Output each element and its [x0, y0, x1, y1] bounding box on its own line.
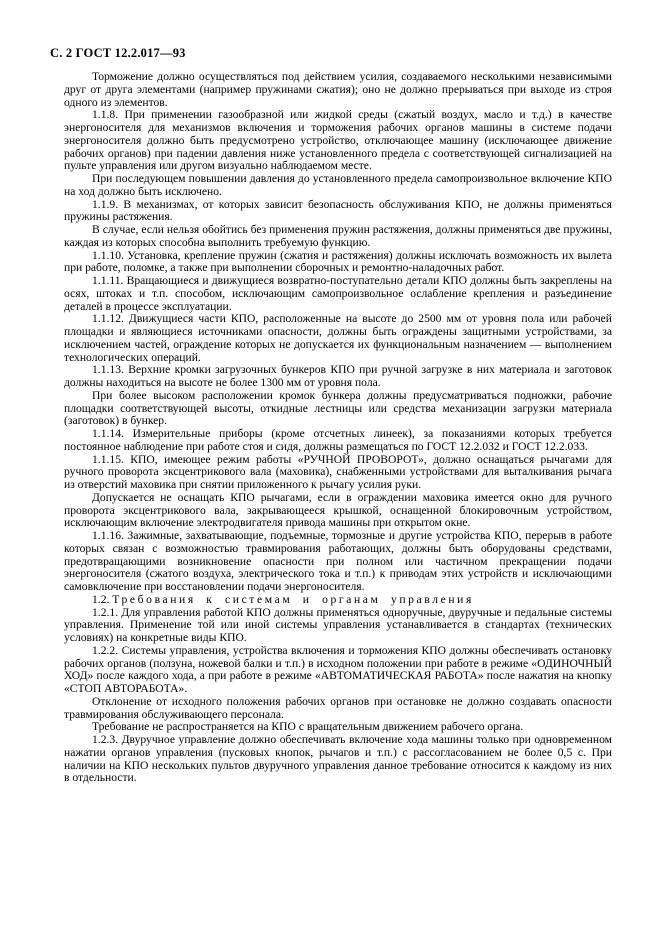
- paragraph: Требование не распространяется на КПО с вращательным движением рабочего органа.: [92, 720, 524, 734]
- paragraph: 1.1.14. Измерительные приборы (кроме отсчетных линеек), за показаниями которых требуется постоянное наблюдение при работе стоя и сидя, должны размещаться по ГОСТ 12.2.032 и ГОСТ 12.2.033.: [64, 427, 612, 453]
- page-header: С. 2 ГОСТ 12.2.017—93: [50, 46, 186, 60]
- paragraph: 1.2.3. Двуручное управление должно обеспечивать включение хода машины только при одновременном нажатии органов управления (пусковых кнопок, рычагов и т.п.) с рассогласованием не более 0,5 с. При наличии на КПО нескольких пультов двуручного управления данное требование относится к каждому из них в отдельности.: [64, 733, 612, 785]
- paragraph: 1.1.16. Зажимные, захватывающие, подъемные, тормозные и другие устройства КПО, перерыв в работе которых связан с возможностью травмирования работающих, должны быть оборудованы средствами, предотвращающими возникновение опасности при полном или частичном прекращении подачи энергоносителя (сжатого воздуха, электрического тока и т.п.) к приводам этих устройств и исключающими самовключение при восстановлении подачи энергоносителя.: [64, 529, 612, 593]
- paragraph: 1.1.13. Верхние кромки загрузочных бункеров КПО при ручной загрузке в них материала и заготовок должны находиться на высоте не более 1300 мм от уровня пола.: [64, 363, 612, 389]
- paragraph: Допускается не оснащать КПО рычагами, если в ограждении маховика имеется окно для ручного проворота эксцентрикового вала, закрывающееся крышкой, оснащенной блокировочным устройством, исключающим включение электродвигателя привода машины при открытом окне.: [64, 490, 612, 530]
- paragraph: При более высоком расположении кромок бункера должны предусматриваться подножки, рабочие площадки соответствующей высоты, откидные лестницы или средства механизации загрузки материала (заготовок) в бункер.: [64, 388, 612, 428]
- paragraph: Торможение должно осуществляться под действием усилия, создаваемого несколькими независимыми друг от друга элементами (например пружинами сжатия); оно не должно прерываться при выходе из строя одного из элементов.: [64, 70, 612, 109]
- paragraph: 1.1.11. Вращающиеся и движущиеся возвратно-поступательно детали КПО должны быть закреплены на осях, штоках и т.п. способом, исключающим самопроизвольное ослабление крепления и разъединение деталей в процессе эксплуатации.: [64, 274, 612, 313]
- paragraph: 1.1.12. Движущиеся части КПО, расположенные на высоте до 2500 мм от уровня пола или рабочей площадки и являющиеся источниками опасности, должны быть ограждены защитными устройствами, за исключением частей, ограждение которых не допускается их функциональным назначением — выполнением технологических операций.: [64, 312, 612, 364]
- paragraph: 1.2.2. Системы управления, устройства включения и торможения КПО должны обеспечивать остановку рабочих органов (ползуна, ножевой балки и т.п.) в исходном положении при работе в режиме «ОДИНОЧНЫЙ ХОД» после каждого хода, а при работе в режиме «АВТОМАТИЧЕСКАЯ РАБОТА» после нажатия на кнопку «СТОП АВТОРАБОТА».: [64, 643, 612, 695]
- paragraph: 1.1.10. Установка, крепление пружин (сжатия и растяжения) должны исключать возможность их вылета при работе, поломке, а также при выполнении сборочных и ремонтно-наладочных работ.: [64, 248, 612, 275]
- paragraph: 1.1.15. КПО, имеющее режим работы «РУЧНОЙ ПРОВОРОТ», должно оснащаться рычагами для ручного проворота эксцентрикового вала (маховика), снабженными устройствами для выталкивания рычага из отверстий маховика при снятии приложенного к рычагу усилия руки.: [64, 452, 612, 491]
- paragraph: В случае, если нельзя обойтись без применения пружин растяжения, должны применяться две пружины, каждая из которых способна выполнить требуемую функцию.: [64, 223, 612, 249]
- paragraph: Отклонение от исходного положения рабочих органов при остановке не должно создавать опасности травмирования обслуживающего персонала.: [64, 694, 612, 721]
- paragraph: 1.2.1. Для управления работой КПО должны применяться одноручные, двуручные и педальные системы управления. Применение той или иной системы управления устанавливается в стандартах (технических условиях) на конкретные виды КПО.: [64, 605, 612, 644]
- section-heading-number: 1.2.: [92, 592, 110, 606]
- section-heading-title: Требования к системам и органам управления: [112, 592, 474, 606]
- paragraph: 1.1.9. В механизмах, от которых зависит безопасность обслуживания КПО, не должны применяться пружины растяжения.: [64, 197, 612, 224]
- section-heading: [64, 594, 612, 607]
- paragraph: 1.1.8. При применении газообразной или жидкой среды (сжатый воздух, масло и т.д.) в качестве энергоносителя для механизмов включения и торможения рабочих органов машины в системе подачи энергоносителя должно быть предусмотрено устройство, отключающее машину (исключающее движение рабочих органов) при падении давления ниже установленного предела с соответствующей сигнализацией на пульте управления или другом визуально наблюдаемом месте.: [64, 108, 612, 173]
- paragraph: При последующем повышении давления до установленного предела самопроизвольное включение КПО на ход должно быть исключено.: [64, 172, 612, 198]
- document-text-block: [64, 71, 612, 785]
